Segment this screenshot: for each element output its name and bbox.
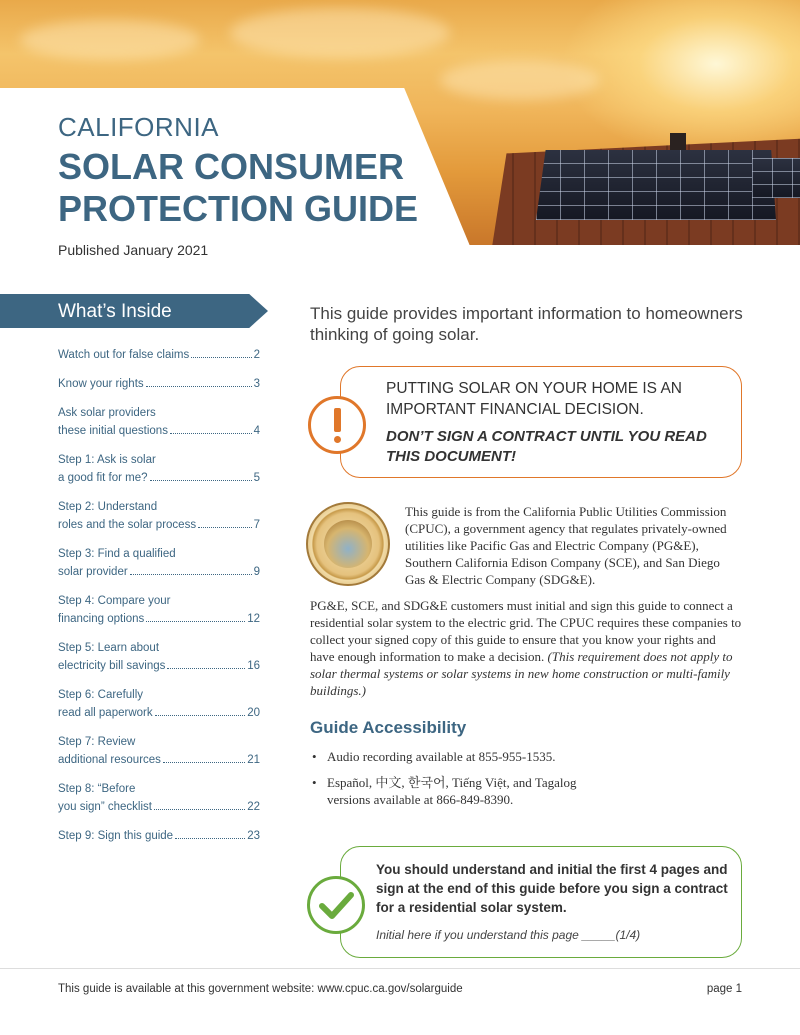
- toc-label: Ask solar providers: [58, 407, 156, 419]
- toc-label: Step 1: Ask is solar: [58, 454, 156, 466]
- toc-label: you sign” checklist: [58, 801, 152, 813]
- toc-page: 9: [253, 566, 260, 578]
- solar-panels: [536, 150, 776, 220]
- toc-leader: [175, 838, 245, 839]
- toc-item[interactable]: [58, 545, 260, 581]
- customers-note: (This requirement does not apply to solar thermal systems or solar systems in new home construction or multi-family buildings.): [310, 649, 733, 698]
- toc-item[interactable]: [58, 827, 260, 845]
- toc-leader: [150, 480, 252, 481]
- toc-item[interactable]: [58, 404, 260, 440]
- toc-page: 7: [253, 519, 260, 531]
- warning-headline: PUTTING SOLAR ON YOUR HOME IS AN IMPORTANT FINANCIAL DECISION.: [386, 380, 682, 418]
- toc-label: Step 3: Find a qualified: [58, 548, 176, 560]
- warning-emphasis: DON’T SIGN A CONTRACT UNTIL YOU READ THIS DOCUMENT!: [386, 428, 707, 465]
- toc-item[interactable]: [58, 498, 260, 534]
- cloud: [440, 60, 600, 100]
- publish-date: Published January 2021: [58, 242, 209, 258]
- toc-item[interactable]: [58, 780, 260, 816]
- customers-text: PG&E, SCE, and SDG&E customers must initial and sign this guide to connect a residential solar system to the electric grid. The CPUC requires these companies to collect your signed copy of this guide to ensure that you know your rights and have enough information to make a decision.: [310, 598, 742, 664]
- bullet-text: Español, 中文, 한국어, Tiếng Việt, and Tagalog: [327, 775, 577, 790]
- toc-label: Step 4: Compare your: [58, 595, 171, 607]
- toc-leader: [163, 762, 245, 763]
- bullet-icon: •: [312, 775, 317, 790]
- toc-page: 2: [253, 349, 260, 361]
- toc-label: a good fit for me?: [58, 472, 148, 484]
- solar-panels: [752, 158, 800, 198]
- toc-label: these initial questions: [58, 425, 168, 437]
- toc-item[interactable]: [58, 375, 260, 393]
- bullet-text: versions available at 866-849-8390.: [327, 792, 514, 807]
- footer-divider: [0, 968, 800, 969]
- toc-leader: [198, 527, 252, 528]
- toc-page: 16: [247, 660, 260, 672]
- toc-page: 3: [253, 378, 260, 390]
- whats-inside-heading: What’s Inside: [58, 301, 172, 322]
- checkmark-icon: [307, 876, 365, 934]
- toc-leader: [154, 809, 245, 810]
- toc-leader: [170, 433, 252, 434]
- cloud: [230, 8, 450, 58]
- toc-item[interactable]: [58, 639, 260, 675]
- toc-label: Know your rights: [58, 378, 144, 390]
- initial-prompt[interactable]: Initial here if you understand this page _____(1/4): [376, 928, 641, 942]
- list-item: [312, 774, 742, 808]
- toc-leader: [167, 668, 245, 669]
- accessibility-list: [312, 748, 742, 817]
- toc-leader: [146, 621, 245, 622]
- customers-paragraph: [310, 597, 742, 699]
- toc-page: 21: [247, 754, 260, 766]
- toc-page: 4: [253, 425, 260, 437]
- bullet-icon: •: [312, 749, 317, 764]
- bullet-text: Audio recording available at 855-955-1535.: [327, 749, 556, 764]
- toc-label: financing options: [58, 613, 145, 625]
- confirm-text: You should understand and initial the first 4 pages and sign at the end of this guide before you sign a contract for a residential solar system.: [376, 862, 728, 915]
- toc-item[interactable]: [58, 451, 260, 487]
- cloud: [20, 20, 200, 60]
- toc-label: Step 6: Carefully: [58, 689, 144, 701]
- toc-item[interactable]: [58, 686, 260, 722]
- page-number: page 1: [706, 983, 742, 995]
- toc-label: read all paperwork: [58, 707, 153, 719]
- toc-page: 23: [247, 830, 260, 842]
- toc-leader: [191, 357, 251, 358]
- toc-label: Step 7: Review: [58, 736, 136, 748]
- accessibility-heading: Guide Accessibility: [310, 718, 467, 737]
- toc-label: solar provider: [58, 566, 128, 578]
- toc-label: Step 8: “Before: [58, 783, 136, 795]
- toc-page: 12: [247, 613, 260, 625]
- title-line-2: PROTECTION GUIDE: [58, 188, 419, 229]
- toc-page: 20: [247, 707, 260, 719]
- toc-label: electricity bill savings: [58, 660, 166, 672]
- toc-leader: [155, 715, 246, 716]
- toc-label: Watch out for false claims: [58, 349, 190, 361]
- intro-text: This guide provides important information to homeowners thinking of going solar.: [310, 304, 743, 344]
- toc-label: roles and the solar process: [58, 519, 197, 531]
- list-item: [312, 748, 742, 765]
- exclamation-icon: [308, 396, 366, 454]
- title-eyebrow: CALIFORNIA: [58, 112, 220, 142]
- title-line-1: SOLAR CONSUMER: [58, 146, 405, 187]
- toc-item[interactable]: [58, 733, 260, 769]
- toc-item[interactable]: [58, 346, 260, 364]
- cpuc-paragraph: This guide is from the California Public Utilities Commission (CPUC), a government agency that regulates privately-owned utilities like Pacific Gas and Electric Company (PG&E), Southern California Edison Company (SCE), and San Diego Gas & Electric Company (SDG&E).: [405, 504, 727, 587]
- toc-page: 22: [247, 801, 260, 813]
- table-of-contents: [58, 346, 260, 856]
- toc-page: 5: [253, 472, 260, 484]
- toc-label: Step 9: Sign this guide: [58, 830, 174, 842]
- toc-item[interactable]: [58, 592, 260, 628]
- toc-label: Step 2: Understand: [58, 501, 158, 513]
- page-title: [58, 146, 418, 230]
- cpuc-seal-icon: [306, 502, 390, 586]
- toc-label: Step 5: Learn about: [58, 642, 160, 654]
- toc-leader: [146, 386, 252, 387]
- toc-label: additional resources: [58, 754, 161, 766]
- footer-website: This guide is available at this government website: www.cpuc.ca.gov/solarguide: [58, 983, 463, 995]
- toc-leader: [130, 574, 252, 575]
